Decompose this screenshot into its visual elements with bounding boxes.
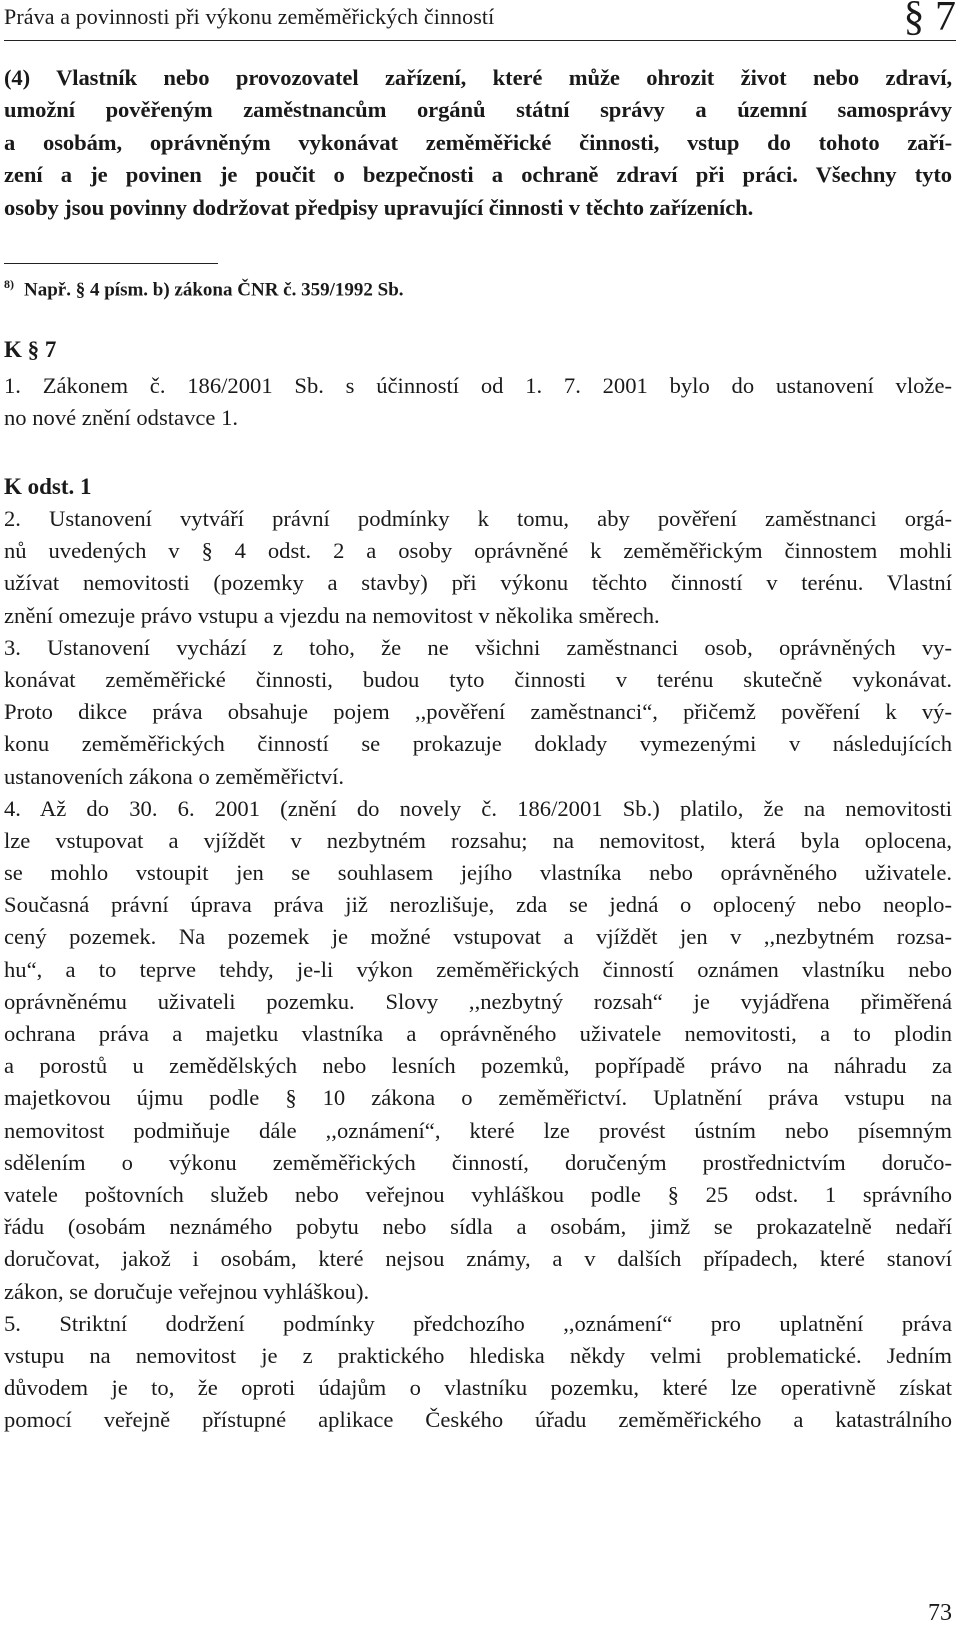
commentary-line: řádu (osobám neznámého pobytu nebo sídla a osobám, jimž se prokazatelně nedaří [4, 1214, 952, 1240]
commentary-line: užívat nemovitosti (pozemky a stavby) při výkonu těchto činností v terénu. Vlastní [4, 570, 952, 596]
commentary-heading-k7: K § 7 [4, 337, 57, 362]
commentary-line: sdělením o výkonu zeměměřických činností, doručeným prostřednictvím doručo- [4, 1149, 952, 1175]
law-line: zení a je povinen je poučit o bezpečnosti a ochraně zdraví při práci. Všechny tyto [4, 162, 952, 188]
commentary-line: 3. Ustanovení vychází z toho, že ne všichni zaměstnanci osob, oprávněných vy- [4, 634, 952, 660]
commentary-line: a porostů u zemědělských nebo lesních pozemků, popřípadě právo na náhradu za [4, 1053, 952, 1079]
commentary-line: Současná právní úprava práva již nerozlišuje, zda se jedná o oplocený nebo neoplo- [4, 892, 952, 918]
commentary-line: ochrana práva a majetku vlastníka a oprávněného uživatele nemovitosti, a to plodin [4, 1021, 952, 1046]
commentary-line: vatele poštovních služeb nebo veřejnou vyhláškou podle § 25 odst. 1 správního [4, 1181, 952, 1207]
law-paragraph-4 [4, 62, 952, 224]
commentary-line: oprávněnému uživateli pozemku. Slovy ,,nezbytný rozsah“ je vyjádřena přiměřená [4, 988, 952, 1014]
commentary-line: konu zeměměřických činností se prokazuje doklady vymezenými v následujících [4, 731, 952, 757]
commentary-line: zákon, se doručuje veřejnou vyhláškou). [4, 1278, 370, 1304]
commentary-line: lze vstupovat a vjíždět v nezbytném rozsahu; na nemovitost, která byla oplocena, [4, 827, 952, 853]
footnote-divider [4, 263, 218, 264]
header-title: Práva a povinnosti při výkonu zeměměřických činností [4, 4, 495, 29]
commentary-note-1 [4, 370, 952, 434]
law-line: osoby jsou povinny dodržovat předpisy upravující činnosti v těchto zařízeních. [4, 194, 754, 220]
commentary-line: cený pozemek. Na pozemek je možné vstupovat a vjíždět jen v ,,nezbytném rozsa- [4, 924, 952, 950]
commentary-heading-odst1: K odst. 1 [4, 474, 92, 499]
commentary-line: hu“, a to teprve tehdy, je-li výkon zeměměřických činností oznámen vlastníku nebo [4, 956, 952, 982]
page-number: 73 [928, 1600, 952, 1626]
commentary-line: nů uvedených v § 4 odst. 2 a osoby oprávněné k zeměměřickým činnostem mohli [4, 538, 952, 564]
commentary-line: konávat zeměměřické činnosti, budou tyto činnosti v terénu skutečně vykonávat. [4, 666, 952, 692]
commentary-line: no nové znění odstavce 1. [4, 405, 239, 431]
commentary-line: vstupu na nemovitost je z praktického hlediska někdy velmi problematické. Jedním [4, 1342, 952, 1368]
commentary-line: 4. Až do 30. 6. 2001 (znění do novely č. 186/2001 Sb.) platilo, že na nemovitosti [4, 795, 952, 821]
law-line: umožní pověřeným zaměstnancům orgánů státní správy a územní samosprávy [4, 97, 952, 123]
commentary-line: nemovitost podmiňuje dále ,,oznámení“, které lze provést ústním nebo písemným [4, 1117, 952, 1143]
running-header [4, 0, 956, 41]
commentary-line: 2. Ustanovení vytváří právní podmínky k tomu, aby pověření zaměstnanci orgá- [4, 506, 952, 531]
commentary-line: doručovat, jakož i osobám, které nejsou známy, a v dalších případech, které stanoví [4, 1246, 952, 1272]
commentary-line: se mohlo vstoupit jen se souhlasem jejího vlastníka nebo oprávněného uživatele. [4, 860, 952, 886]
commentary-notes-2-5 [4, 503, 952, 1436]
law-line: a osobám, oprávněným vykonávat zeměměřické činnosti, vstup do tohoto zaří- [4, 129, 952, 155]
footnote-text: Např. § 4 písm. b) zákona ČNR č. 359/1992 Sb. [24, 279, 404, 301]
commentary-line: majetkovou újmu podle § 10 zákona o zeměměřictví. Uplatnění práva vstupu na [4, 1085, 952, 1111]
commentary-line: Proto dikce práva obsahuje pojem ,,pověření zaměstnanci“, přičemž pověření k vý- [4, 699, 952, 725]
commentary-line: pomocí veřejně přístupné aplikace Českého úřadu zeměměřického a katastrálního [4, 1407, 952, 1433]
commentary-line: 5. Striktní dodržení podmínky předchozího ,,oznámení“ pro uplatnění práva [4, 1310, 952, 1336]
commentary-line: 1. Zákonem č. 186/2001 Sb. s účinností od 1. 7. 2001 bylo do ustanovení vlože- [4, 373, 952, 398]
commentary-line: ustanoveních zákona o zeměměřictví. [4, 763, 345, 789]
header-section-number: § 7 [903, 0, 956, 40]
commentary-line: důvodem je to, že oproti údajům o vlastníku pozemku, které lze operativně získat [4, 1375, 952, 1401]
commentary-line: znění omezuje právo vstupu a vjezdu na nemovitost v několika směrech. [4, 602, 660, 628]
footnote [4, 277, 404, 301]
law-line: (4) Vlastník nebo provozovatel zařízení, které může ohrozit život nebo zdraví, [4, 65, 952, 90]
footnote-mark: 8) [4, 277, 14, 291]
